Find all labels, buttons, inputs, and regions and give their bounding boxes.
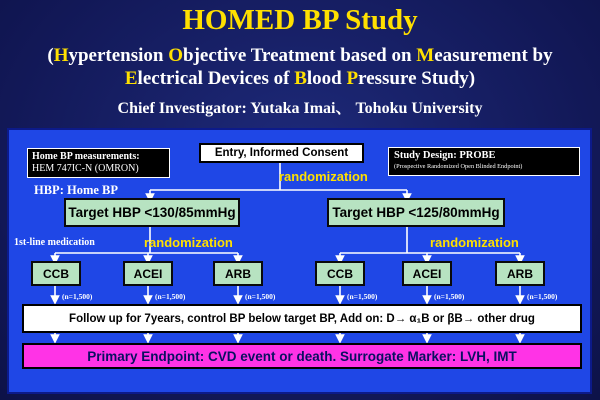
hbp-label: HBP: Home BP [34,183,119,197]
first-line-medication-label: 1st-line medication [14,237,95,248]
subtitle-initial: M [416,45,435,66]
randomization-label-top: randomization [279,169,368,184]
target-box-right: Target HBP <125/80mmHg [327,198,505,227]
drug-box-ccb-left: CCB [31,261,81,286]
n-label: (n=1,500) [347,292,378,301]
drug-box-acei-left: ACEI [123,261,173,286]
drug-box-ccb-right: CCB [315,261,365,286]
subtitle-initial: H [53,45,69,66]
subtitle-text: ( [47,45,54,66]
n-label: (n=1,500) [527,292,558,301]
followup-box: Follow up for 7years, control BP below target BP, Add on: D→ α₁B or βB→ other drug [22,304,582,333]
endpoint-box: Primary Endpoint: CVD event or death. Surrogate Marker: LVH, IMT [22,343,582,369]
randomization-label-left: randomization [144,235,233,250]
subtitle-text: ypertension [68,45,169,66]
drug-box-arb-left: ARB [213,261,263,286]
subtitle-initial: P [346,68,359,89]
home-bp-measurements-box [27,148,170,178]
subtitle-initial: E [124,68,138,89]
drug-box-arb-right: ARB [495,261,545,286]
drug-box-acei-right: ACEI [402,261,452,286]
study-design-detail: (Prospective Randomized Open Blinded Endpoint) [394,163,523,170]
subtitle-text: lood [306,68,347,89]
entry-box: Entry, Informed Consent [199,143,364,163]
home-bp-title: Home BP measurements: [32,151,140,162]
chief-investigator: Chief Investigator: Yutaka Imai、 Tohoku University [117,100,483,117]
n-label: (n=1,500) [245,292,276,301]
subtitle-text: lectrical Devices of [137,68,295,89]
home-bp-device: HEM 747IC-N (OMRON) [32,163,139,174]
study-design-box [388,147,580,176]
subtitle-text: easurement by [434,45,553,66]
randomization-label-right: randomization [430,235,519,250]
page-title: HOMED BP Study [182,4,418,36]
n-label: (n=1,500) [434,292,465,301]
subtitle-initial: B [294,68,307,89]
subtitle-text: ressure Study) [358,68,476,89]
study-design-title: Study Design: PROBE [394,150,496,161]
n-label: (n=1,500) [155,292,186,301]
n-label: (n=1,500) [62,292,93,301]
subtitle-initial: O [168,45,184,66]
subtitle-text: bjective Treatment based on [183,45,417,66]
target-box-left: Target HBP <130/85mmHg [64,198,240,227]
